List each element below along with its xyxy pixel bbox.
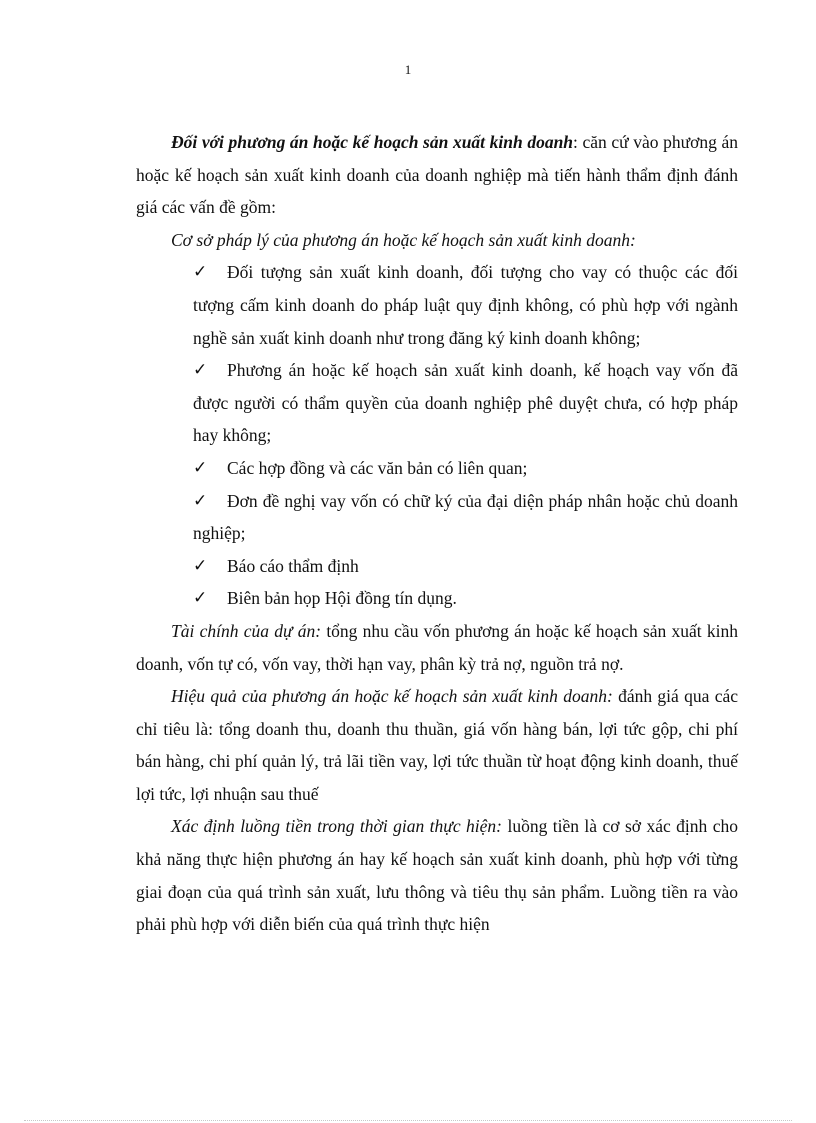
legal-basis-checklist bbox=[136, 256, 738, 615]
cash-flow-heading: Xác định luồng tiền trong thời gian thực hiện: bbox=[171, 816, 503, 837]
cash-flow-paragraph bbox=[136, 810, 738, 940]
intro-text: : căn cứ vào phương án hoặc kế hoạch sản xuất kinh doanh của doanh nghiệp mà tiến hành thẩm định đánh giá các vấn đề gồm: bbox=[136, 132, 738, 218]
page-number: 1 bbox=[404, 62, 412, 77]
checklist-item bbox=[136, 582, 738, 615]
checklist-item-text: Đối tượng sản xuất kinh doanh, đối tượng cho vay có thuộc các đối tượng cấm kinh doanh do pháp luật quy định không, có phù hợp với ngành nghề sản xuất kinh doanh như trong đăng ký kinh doanh không; bbox=[193, 262, 738, 348]
cash-flow-text: luồng tiền là cơ sở xác định cho khả năng thực hiện phương án hay kế hoạch sản xuất kinh doanh, phù hợp với từng giai đoạn của quá trình sản xuất, lưu thông và tiêu thụ sản phẩm. Luồng tiền ra vào phải phù hợp với diễn biến của quá trình thực hiện bbox=[136, 816, 738, 935]
checklist-item bbox=[136, 354, 738, 452]
efficiency-text: đánh giá qua các chỉ tiêu là: tổng doanh thu, doanh thu thuần, giá vốn hàng bán, lợi tức gộp, chi phí bán hàng, chi phí quản lý, trả lãi tiền vay, lợi tức thuần từ hoạt động kinh doanh, thuế lợi tức, lợi nhuận sau thuế bbox=[136, 686, 739, 804]
checklist-item-text: Báo cáo thẩm định bbox=[227, 555, 359, 576]
checklist-item-text: Đơn đề nghị vay vốn có chữ ký của đại diện pháp nhân hoặc chủ doanh nghiệp; bbox=[193, 490, 738, 544]
check-icon: ✓ bbox=[193, 360, 208, 381]
efficiency-paragraph bbox=[136, 680, 738, 810]
check-icon: ✓ bbox=[193, 555, 208, 576]
intro-heading: Đối với phương án hoặc kế hoạch sản xuất kinh doanh bbox=[171, 132, 574, 152]
checklist-item bbox=[136, 452, 738, 485]
checklist-item-text: Biên bản họp Hội đồng tín dụng. bbox=[227, 588, 457, 609]
intro-paragraph bbox=[136, 126, 738, 224]
checklist-item bbox=[136, 550, 738, 583]
finance-text: tổng nhu cầu vốn phương án hoặc kế hoạch sản xuất kinh doanh, vốn tự có, vốn vay, thời hạn vay, phân kỳ trả nợ, nguồn trả nợ. bbox=[136, 620, 738, 674]
legal-basis-heading-text: Cơ sở pháp lý của phương án hoặc kế hoạch sản xuất kinh doanh: bbox=[171, 229, 636, 250]
check-icon: ✓ bbox=[193, 588, 208, 609]
finance-heading: Tài chính của dự án: bbox=[171, 620, 322, 641]
page-bottom-divider bbox=[24, 1120, 792, 1121]
checklist-item-text: Các hợp đồng và các văn bản có liên quan; bbox=[227, 457, 528, 478]
checklist-item-text: Phương án hoặc kế hoạch sản xuất kinh doanh, kế hoạch vay vốn đã được người có thẩm quyền của doanh nghiệp phê duyệt chưa, có hợp pháp hay không; bbox=[193, 360, 738, 446]
check-icon: ✓ bbox=[193, 490, 208, 511]
finance-paragraph bbox=[136, 615, 738, 680]
check-icon: ✓ bbox=[193, 262, 208, 283]
legal-basis-heading bbox=[136, 224, 738, 257]
checklist-item bbox=[136, 485, 738, 550]
check-icon: ✓ bbox=[193, 457, 208, 478]
document-body bbox=[136, 126, 738, 941]
checklist-item bbox=[136, 256, 738, 354]
efficiency-heading: Hiệu quả của phương án hoặc kế hoạch sản xuất kinh doanh: bbox=[171, 686, 613, 707]
